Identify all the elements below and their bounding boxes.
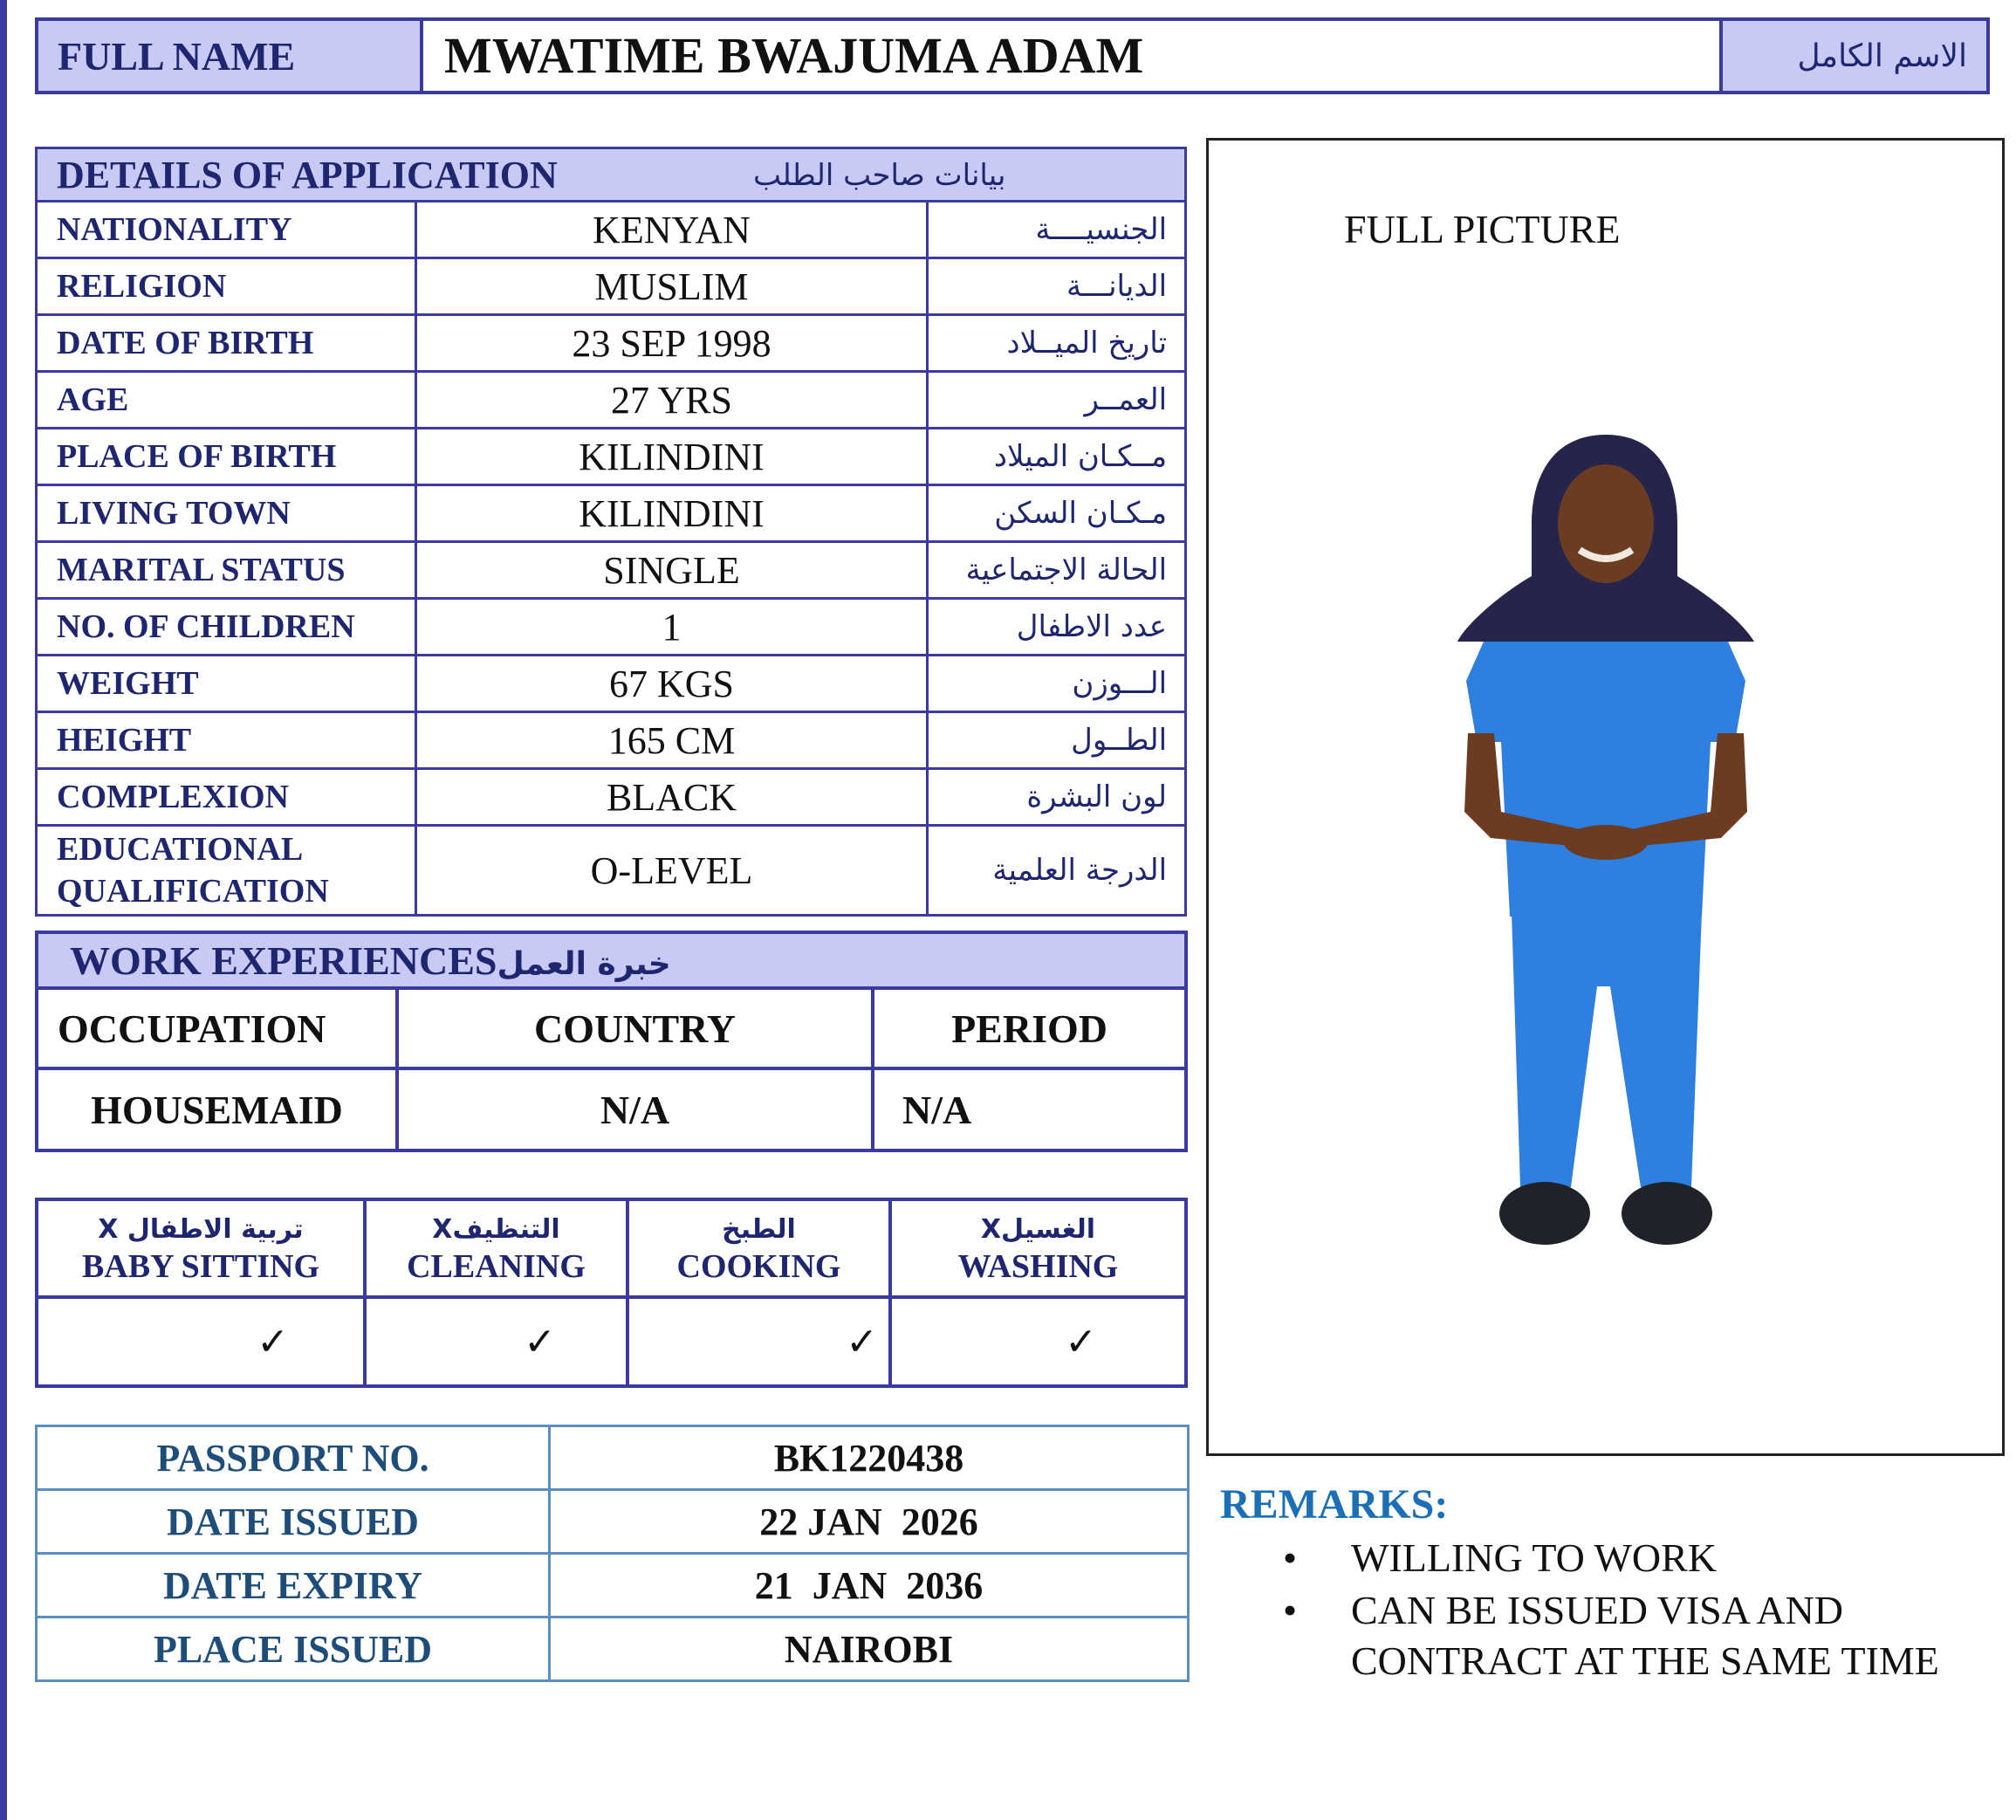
skills-headers	[37, 1199, 1186, 1297]
row-label-ar: الجنسيــــة	[928, 202, 1186, 258]
details-row-dob	[37, 315, 1186, 372]
row-label: WEIGHT	[37, 656, 416, 712]
row-label-ar: الحالة الاجتماعية	[928, 542, 1186, 599]
details-title: DETAILS OF APPLICATION	[57, 153, 558, 196]
passport-row	[37, 1617, 1189, 1681]
passport-label: PASSPORT NO.	[37, 1426, 550, 1490]
row-label: DATE OF BIRTH	[37, 315, 416, 372]
skill-label-ar: X تربية الاطفال	[98, 1214, 304, 1245]
col-occupation: OCCUPATION	[37, 988, 397, 1068]
passport-row	[37, 1554, 1189, 1617]
check-icon: ✓	[365, 1297, 627, 1386]
passport-value: 22 JAN 2026	[550, 1490, 1189, 1554]
col-country: COUNTRY	[397, 988, 873, 1068]
details-row-education	[37, 826, 1186, 916]
skill-label-en: COOKING	[676, 1248, 841, 1285]
row-value: KILINDINI	[416, 485, 928, 542]
details-title-ar: بيانات صاحب الطلب	[753, 158, 1006, 193]
details-row-age	[37, 372, 1186, 429]
skill-header	[890, 1199, 1186, 1297]
row-value: 67 KGS	[416, 656, 928, 712]
skill-label-en: WASHING	[957, 1248, 1119, 1285]
skill-label-ar: Xالغسيل	[980, 1214, 1096, 1245]
passport-value: NAIROBI	[550, 1617, 1189, 1681]
passport-label: PLACE ISSUED	[37, 1617, 550, 1681]
remarks-title: REMARKS:	[1220, 1481, 1449, 1528]
row-value: 23 SEP 1998	[416, 315, 928, 372]
row-label: COMPLEXION	[37, 769, 416, 826]
details-table	[35, 147, 1187, 917]
remark-text: WILLING TO WORK	[1351, 1535, 1718, 1580]
row-label-ar: لون البشرة	[928, 769, 1186, 826]
row-label: HEIGHT	[37, 712, 416, 769]
skills-checks	[37, 1297, 1186, 1386]
check-icon: ✓	[890, 1297, 1186, 1386]
row-value: SINGLE	[416, 542, 928, 599]
details-row-marital-status	[37, 542, 1186, 599]
passport-row	[37, 1490, 1189, 1554]
full-name-label-ar: الاسم الكامل	[1719, 21, 1986, 91]
details-row-nationality	[37, 202, 1186, 258]
skill-header	[627, 1199, 890, 1297]
row-label: PLACE OF BIRTH	[37, 429, 416, 485]
work-experience-table	[35, 931, 1188, 1152]
passport-label: DATE ISSUED	[37, 1490, 550, 1554]
skill-label-en: BABY SITTING	[81, 1248, 320, 1285]
skill-label-ar: Xالتنظيف	[432, 1214, 560, 1245]
skill-label-en: CLEANING	[407, 1248, 586, 1285]
details-header	[37, 148, 1186, 202]
row-label-ar: الـــوزن	[928, 656, 1186, 712]
work-period: N/A	[873, 1068, 1186, 1150]
skills-table	[35, 1198, 1188, 1388]
row-label: MARITAL STATUS	[37, 542, 416, 599]
full-name-value: MWATIME BWAJUMA ADAM	[444, 27, 1144, 84]
row-label-ar: العمــر	[928, 372, 1186, 429]
work-title: WORK EXPERIENCES	[70, 937, 497, 983]
row-value: KENYAN	[416, 202, 928, 258]
check-icon: ✓	[627, 1297, 890, 1386]
row-label-ar: عدد الاطفال	[928, 599, 1186, 656]
row-label-ar: الطــول	[928, 712, 1186, 769]
details-row-living-town	[37, 485, 1186, 542]
row-label-ar: الدرجة العلمية	[928, 826, 1186, 916]
work-occupation: HOUSEMAID	[37, 1068, 397, 1150]
row-value: 27 YRS	[416, 372, 928, 429]
details-row-height	[37, 712, 1186, 769]
row-label: AGE	[37, 372, 416, 429]
passport-value: 21 JAN 2036	[550, 1554, 1189, 1617]
passport-value: BK1220438	[550, 1426, 1189, 1490]
details-row-religion	[37, 258, 1186, 315]
details-row-complexion	[37, 769, 1186, 826]
full-name-label: FULL NAME	[38, 21, 423, 91]
passport-row	[37, 1426, 1189, 1490]
work-country: N/A	[397, 1068, 873, 1150]
row-label: RELIGION	[37, 258, 416, 315]
row-label-ar: مــكـان الميلاد	[928, 429, 1186, 485]
row-value: KILINDINI	[416, 429, 928, 485]
applicant-photo	[1449, 428, 1763, 1283]
bullet-icon: •	[1283, 1588, 1298, 1632]
skill-header	[365, 1199, 627, 1297]
details-row-weight	[37, 656, 1186, 712]
check-icon: ✓	[37, 1297, 365, 1386]
passport-table	[35, 1425, 1190, 1682]
row-value: MUSLIM	[416, 258, 928, 315]
remark-text: CAN BE ISSUED VISA AND CONTRACT AT THE SAME TIME	[1351, 1588, 1939, 1683]
remarks-list	[1272, 1533, 2006, 1688]
bullet-icon: •	[1283, 1535, 1298, 1580]
row-label: LIVING TOWN	[37, 485, 416, 542]
work-row	[37, 1068, 1186, 1150]
passport-label: DATE EXPIRY	[37, 1554, 550, 1617]
details-row-children	[37, 599, 1186, 656]
row-label-ar: مـكـان السكن	[928, 485, 1186, 542]
skill-label-ar: الطبخ	[722, 1214, 796, 1245]
row-value: O-LEVEL	[416, 826, 928, 916]
remark-item	[1272, 1533, 2006, 1583]
row-label-ar: الديانـــة	[928, 258, 1186, 315]
full-name-bar	[35, 17, 1990, 94]
remark-item	[1272, 1585, 2006, 1686]
row-value: 165 CM	[416, 712, 928, 769]
row-label: EDUCATIONAL QUALIFICATION	[37, 826, 416, 916]
work-column-headers	[37, 988, 1186, 1068]
details-row-place-of-birth	[37, 429, 1186, 485]
picture-label: FULL PICTURE	[1344, 207, 1621, 251]
row-label-ar: تاريخ الميــلاد	[928, 315, 1186, 372]
row-label: NATIONALITY	[37, 202, 416, 258]
left-margin-rule	[0, 0, 7, 1820]
work-header	[37, 932, 1186, 988]
col-period: PERIOD	[873, 988, 1186, 1068]
row-value: BLACK	[416, 769, 928, 826]
row-value: 1	[416, 599, 928, 656]
skill-header	[37, 1199, 365, 1297]
row-label: NO. OF CHILDREN	[37, 599, 416, 656]
work-title-ar: خبرة العمل	[497, 945, 671, 982]
